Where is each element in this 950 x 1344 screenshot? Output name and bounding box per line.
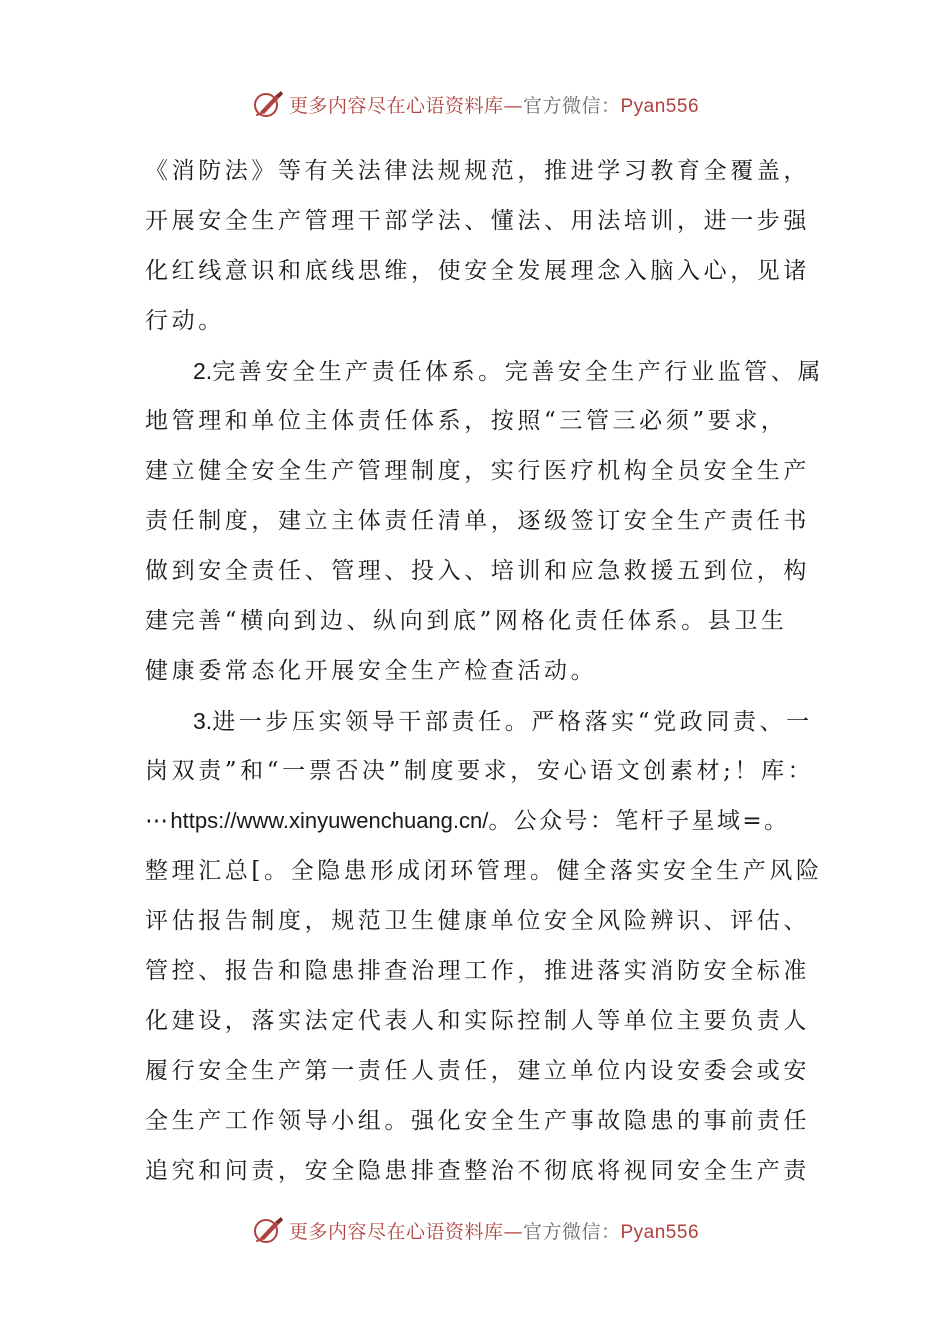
wechat-label: 官方微信： <box>522 94 621 117</box>
ellipsis: ⋯ <box>145 808 171 834</box>
text-line: 健康委常态化开展安全生产检查活动。 <box>145 658 598 684</box>
text-line: 《消防法》等有关法律法规规范，推进学习教育全覆盖， <box>145 158 810 184</box>
footer-banner <box>0 1210 950 1250</box>
text-line-with-url <box>145 796 810 846</box>
text-line: 全生产工作领导小组。强化安全生产事故隐患的事前责任 <box>145 1108 810 1134</box>
wechat-label: 官方微信： <box>522 1220 621 1243</box>
text-line: 行动。 <box>145 308 225 334</box>
wechat-id: Pyan556 <box>620 95 700 117</box>
text-line: 责任制度，建立主体责任清单，逐级签订安全生产责任书 <box>145 508 810 534</box>
pen-logo-icon <box>251 1213 285 1247</box>
pen-logo-icon <box>251 87 285 121</box>
header-banner <box>0 84 950 124</box>
text-line: 建立健全安全生产管理制度，实行医疗机构全员安全生产 <box>145 458 810 484</box>
document-body <box>145 146 824 1196</box>
text-line: 化红线意识和底线思维，使安全发展理念入脑入心，见诸 <box>145 258 810 284</box>
wechat-id: Pyan556 <box>620 1221 700 1243</box>
text-line: 履行安全生产第一责任人责任，建立单位内设安委会或安 <box>145 1058 810 1084</box>
text-line: 管控、报告和隐患排查治理工作，推进落实消防安全标准 <box>145 958 810 984</box>
item-number: 3. <box>193 708 213 734</box>
text-line: 建完善“横向到边、纵向到底”网格化责任体系。县卫生 <box>145 608 788 634</box>
paragraph-heading-3 <box>145 696 813 746</box>
item-number: 2. <box>193 358 213 384</box>
banner-text <box>289 1217 699 1244</box>
text-line: 岗双责”和“一票否决”制度要求，安心语文创素材;！库： <box>145 758 815 784</box>
website-url: https://www.xinyuwenchuang.cn/ <box>170 808 489 833</box>
paragraph-heading-2 <box>145 346 824 396</box>
banner-text <box>289 91 699 118</box>
text-line: 开展安全生产管理干部学法、懂法、用法培训，进一步强 <box>145 208 810 234</box>
text-line: 地管理和单位主体责任体系，按照“三管三必须”要求， <box>145 408 788 434</box>
banner-slogan: 更多内容尽在心语资料库— <box>288 94 523 117</box>
text-line: 做到安全责任、管理、投入、培训和应急救援五到位，构 <box>145 558 810 584</box>
url-trailing-text: 。公众号：笔杆子星域=。 <box>488 808 790 834</box>
heading-text: 完善安全生产责任体系。完善安全生产行业监管、属 <box>212 359 824 385</box>
text-line: 整理汇总[。全隐患形成闭环管理。健全落实安全生产风险 <box>145 858 823 884</box>
text-line: 评估报告制度，规范卫生健康单位安全风险辨识、评估、 <box>145 908 810 934</box>
banner-slogan: 更多内容尽在心语资料库— <box>288 1220 523 1243</box>
heading-text: 进一步压实领导干部责任。严格落实“党政同责、一 <box>212 709 813 735</box>
text-line: 追究和问责，安全隐患排查整治不彻底将视同安全生产责 <box>145 1158 810 1184</box>
text-line: 化建设，落实法定代表人和实际控制人等单位主要负责人 <box>145 1008 810 1034</box>
